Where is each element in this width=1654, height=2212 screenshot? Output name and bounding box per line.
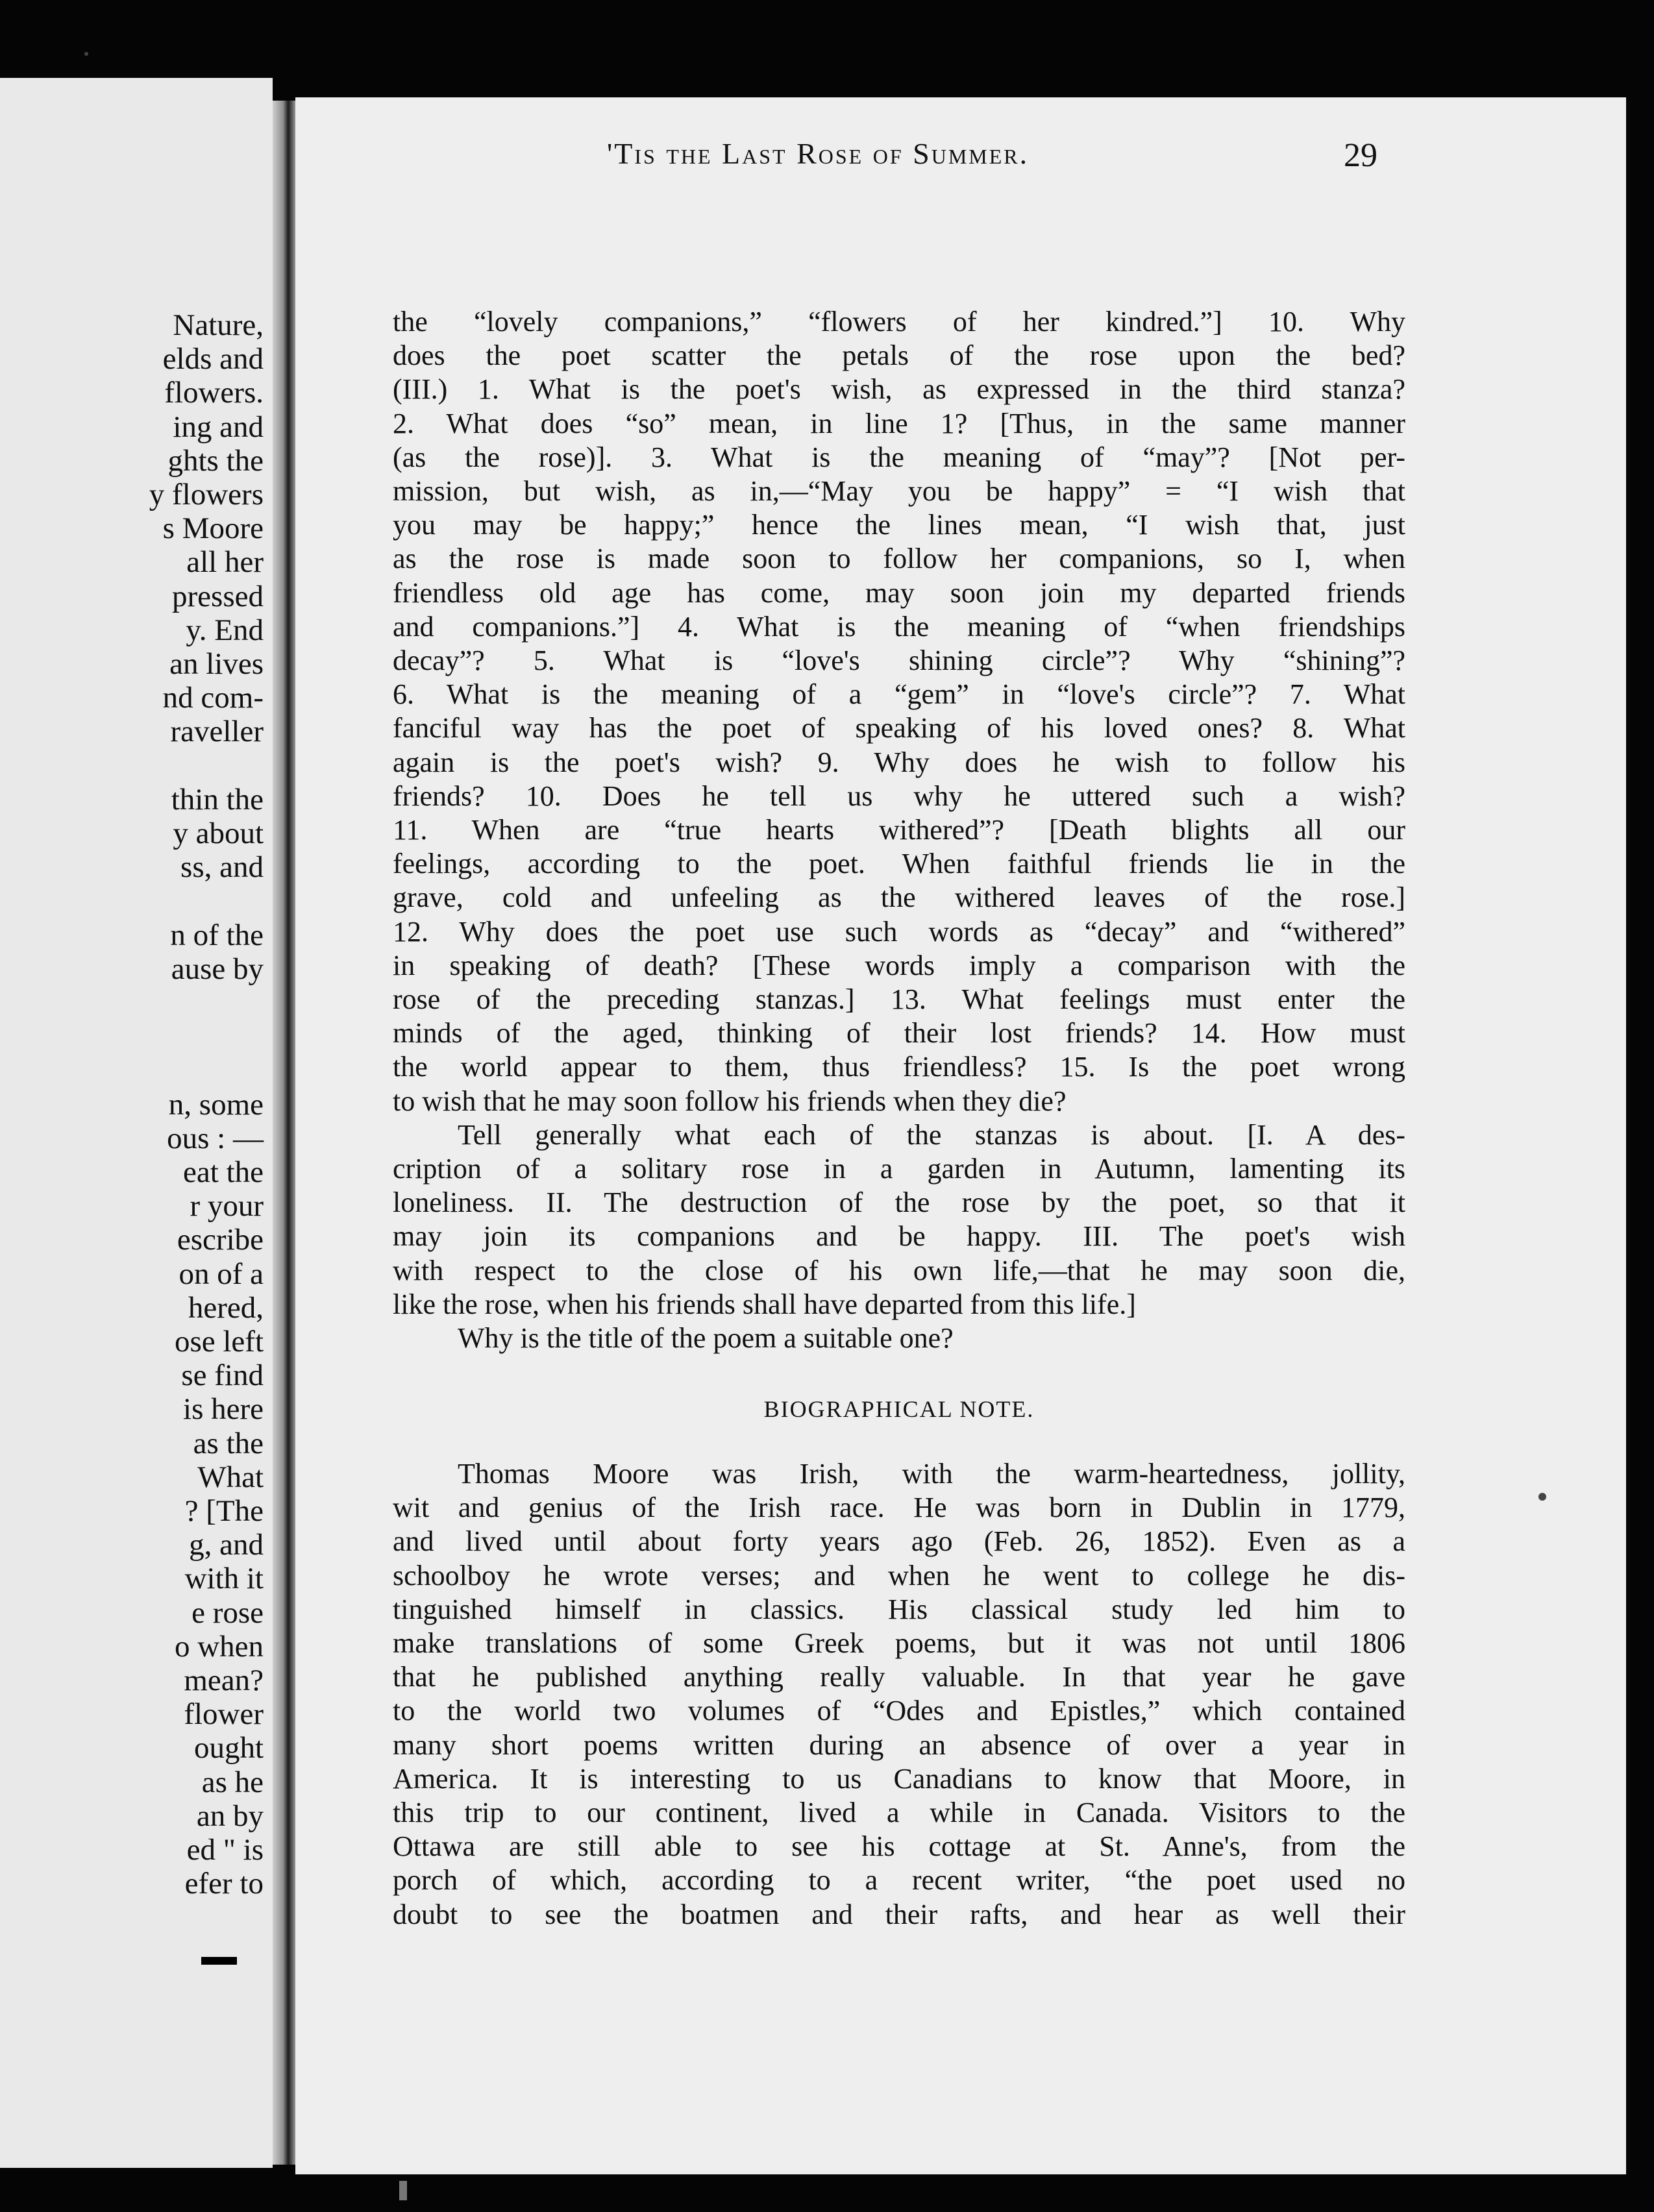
left-page-line: eat the (183, 1155, 264, 1189)
left-page-line: pressed (172, 579, 264, 613)
left-page-line: on of a (179, 1257, 264, 1291)
left-page-line: What (197, 1460, 264, 1494)
left-page-line: Nature, (173, 308, 264, 342)
question-line: as the rose is made soon to follow her companions, so I, when (393, 543, 1405, 575)
question-line: feelings, according to the poet. When faithful friends lie in the (393, 848, 1405, 880)
left-page-line: with it (184, 1562, 264, 1596)
left-page-fragment (0, 78, 273, 2168)
left-page-line: all her (186, 545, 264, 580)
left-page-line: ose left (174, 1325, 264, 1358)
left-page-line: ss, and (180, 850, 264, 885)
question-line: the world appear to them, thus friendless? 15. Is the poet wrong (393, 1051, 1405, 1083)
question-line: decay”? 5. What is “love's shining circle”? Why “shining”? (393, 645, 1405, 677)
left-page-line: y. End (186, 613, 264, 647)
left-page-line: raveller (170, 715, 264, 749)
left-page-line: n, some (168, 1087, 264, 1122)
question-line: 11. When are “true hearts withered”? [Death blights all our (393, 814, 1405, 846)
question-line: again is the poet's wish? 9. Why does he wish to follow his (393, 746, 1405, 778)
stanza-summary-line: may join its companions and be happy. III. The poet's wish (393, 1220, 1405, 1253)
page-number: 29 (1344, 137, 1377, 174)
biography-line: and lived until about forty years ago (Feb. 26, 1852). Even as a (393, 1525, 1405, 1558)
question-line: to wish that he may soon follow his friends when they die? (393, 1085, 1067, 1117)
left-page-line: flower (184, 1697, 264, 1732)
left-page-line: y flowers (149, 478, 264, 511)
stanza-summary-line: cription of a solitary rose in a garden in Autumn, lamenting its (393, 1153, 1405, 1185)
biographical-note-heading: BIOGRAPHICAL NOTE. (763, 1396, 1035, 1422)
question-line: and companions.”] 4. What is the meaning of “when friendships (393, 610, 1405, 643)
stanza-summary-line: like the rose, when his friends shall have departed from this life.] (393, 1288, 1136, 1320)
bottom-mark (399, 2181, 407, 2200)
left-page-line: o when (174, 1629, 264, 1664)
question-line: 6. What is the meaning of a “gem” in “love's circle”? 7. What (393, 678, 1405, 711)
biography-line: Ottawa are still able to see his cottage at St. Anne's, from the (393, 1830, 1405, 1863)
biography-line: porch of which, according to a recent writer, “the poet used no (393, 1864, 1405, 1897)
questions-section (393, 305, 1405, 1355)
left-page-line: is here (183, 1392, 264, 1427)
running-title: 'Tis the Last Rose of Summer. (607, 137, 1030, 170)
stanza-summary-line: Tell generally what each of the stanzas is about. [I. A des- (458, 1118, 1405, 1151)
biography-line: to the world two volumes of “Odes and Epistles,” which contained (393, 1695, 1405, 1727)
left-page-line: ghts the (167, 443, 264, 478)
left-page-line: ? [The (184, 1494, 264, 1528)
left-page-line: ought (193, 1731, 264, 1765)
biography-line: this trip to our continent, lived a while in Canada. Visitors to the (393, 1797, 1405, 1829)
biography-line: tinguished himself in classics. His classical study led him to (393, 1593, 1405, 1625)
biography-line: schoolboy he wrote verses; and when he went to college he dis- (393, 1559, 1405, 1591)
left-page-line: s Moore (162, 511, 264, 546)
speck (84, 52, 88, 56)
left-page-line: e rose (191, 1595, 264, 1630)
left-page-line: nd com- (162, 681, 264, 715)
left-page-line: hered, (188, 1290, 264, 1325)
page-header (295, 136, 1399, 182)
question-line: (as the rose)]. 3. What is the meaning of “may”? [Not per- (393, 441, 1405, 473)
question-line: (III.) 1. What is the poet's wish, as expressed in the third stanza? (393, 373, 1405, 406)
question-line: you may be happy;” hence the lines mean, “I wish that, just (393, 509, 1405, 541)
left-page-line: n of the (170, 918, 264, 952)
left-page-line: ed " is (186, 1833, 264, 1867)
question-line: friendless old age has come, may soon join my departed friends (393, 576, 1405, 609)
left-page-line: an lives (169, 647, 264, 681)
question-line: grave, cold and unfeeling as the withered leaves of the rose.] (393, 881, 1405, 914)
title-question: Why is the title of the poem a suitable one? (458, 1322, 954, 1355)
stanza-summary-line: with respect to the close of his own life,—that he may soon die, (393, 1254, 1405, 1286)
left-page-line: ous : — (167, 1121, 264, 1155)
left-page-line: thin the (171, 782, 264, 817)
question-line: friends? 10. Does he tell us why he uttered such a wish? (393, 780, 1405, 812)
left-page-line: an by (196, 1799, 264, 1833)
question-line: does the poet scatter the petals of the rose upon the bed? (393, 339, 1405, 372)
left-page-line: escribe (177, 1223, 264, 1257)
stanza-summary-line: loneliness. II. The destruction of the rose by the poet, so that it (393, 1186, 1405, 1219)
question-line: 12. Why does the poet use such words as “decay” and “withered” (393, 915, 1405, 948)
biography-line: wit and genius of the Irish race. He was born in Dublin in 1779, (393, 1492, 1405, 1524)
left-page-line: efer to (184, 1867, 264, 1901)
biography-line: Thomas Moore was Irish, with the warm-heartedness, jollity, (458, 1458, 1405, 1490)
biography-line: America. It is interesting to us Canadians to know that Moore, in (393, 1762, 1405, 1795)
biography-line: that he published anything really valuable. In that year he gave (393, 1661, 1405, 1693)
left-page-line: elds and (162, 342, 264, 376)
left-page-line: ause by (171, 952, 264, 986)
left-page-line: ing and (173, 410, 264, 444)
biographical-note-text (393, 1457, 1405, 1932)
book-spine (273, 101, 299, 2165)
question-line: 2. What does “so” mean, in line 1? [Thus, in the same manner (393, 407, 1405, 439)
left-page-line: flowers. (164, 376, 264, 410)
left-page-line: as the (193, 1426, 264, 1460)
question-line: mission, but wish, as in,—“May you be happy” = “I wish that (393, 475, 1405, 508)
biography-line: many short poems written during an absence of over a year in (393, 1728, 1405, 1761)
left-page-line: se find (181, 1358, 264, 1393)
left-page-line: r your (190, 1189, 264, 1223)
speck (1538, 1493, 1546, 1501)
left-page-line: g, and (189, 1528, 264, 1562)
question-line: rose of the preceding stanzas.] 13. What feelings must enter the (393, 983, 1405, 1016)
question-line: the “lovely companions,” “flowers of her kindred.”] 10. Why (393, 306, 1405, 338)
question-line: minds of the aged, thinking of their lost friends? 14. How must (393, 1017, 1405, 1050)
left-page-line: mean? (184, 1664, 264, 1697)
question-line: in speaking of death? [These words imply a comparison with the (393, 949, 1405, 981)
left-page-line: as he (201, 1765, 264, 1799)
biography-line: make translations of some Greek poems, but it was not until 1806 (393, 1627, 1405, 1660)
question-line: fanciful way has the poet of speaking of his loved ones? 8. What (393, 712, 1405, 744)
left-page-line: y about (173, 817, 264, 850)
spine-mark (201, 1957, 237, 1965)
biography-line: doubt to see the boatmen and their rafts, and hear as well their (393, 1898, 1405, 1930)
